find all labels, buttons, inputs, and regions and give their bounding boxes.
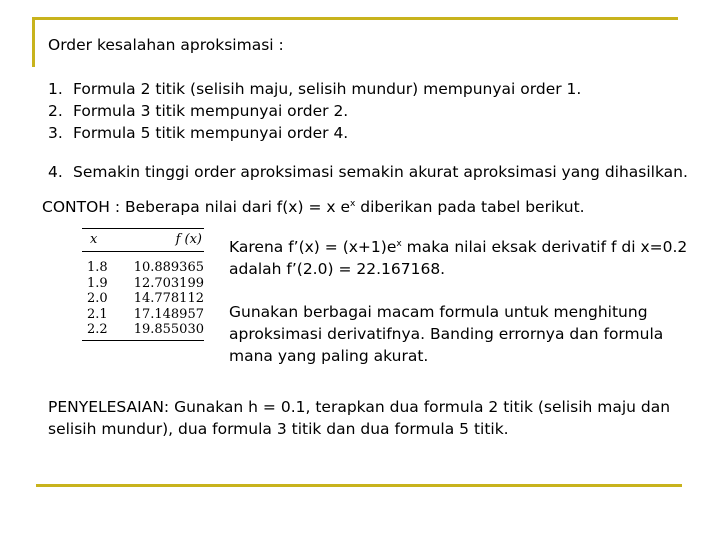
example-text: diberikan pada tabel berikut. [355, 198, 585, 216]
cell-x: 2.0 [87, 291, 108, 306]
order-list [48, 78, 581, 144]
cell-fx: 14.778112 [133, 291, 204, 306]
example-text: CONTOH : Beberapa nilai dari f(x) = x e [42, 198, 351, 216]
list-number: 4. [48, 163, 63, 181]
exact-derivative-note [229, 236, 699, 280]
list-text: Semakin tinggi order aproksimasi semakin akurat aproksimasi yang dihasilkan. [73, 163, 688, 181]
cell-x: 2.1 [87, 306, 108, 322]
list-text: Formula 2 titik (selisih maju, selisih mundur) mempunyai order 1. [73, 80, 582, 98]
cell-x: 2.2 [87, 322, 108, 337]
list-text: Formula 5 titik mempunyai order 4. [73, 124, 349, 142]
data-table [82, 228, 204, 341]
superscript: x [396, 239, 402, 249]
cell-fx: 19.855030 [133, 322, 204, 337]
top-accent-line [32, 17, 678, 20]
list-number: 2. [48, 102, 63, 120]
table-row [82, 322, 204, 338]
table-header [82, 228, 204, 252]
list-item [48, 78, 581, 100]
note-text: Karena f’(x) = (x+1)e [229, 238, 397, 256]
cell-fx: 17.148957 [133, 306, 204, 322]
table-row [82, 276, 204, 292]
list-text: Formula 3 titik mempunyai order 2. [73, 102, 349, 120]
list-item [48, 100, 581, 122]
table-row [82, 307, 204, 323]
table-row [82, 260, 204, 276]
solution-paragraph: PENYELESAIAN: Gunakan h = 0.1, terapkan dua formula 2 titik (selisih maju dan selisih mundur), dua formula 3 titik dan dua formula 5 titik. [48, 398, 671, 438]
cell-x: 1.9 [87, 275, 108, 291]
table-row [82, 291, 204, 307]
list-item [48, 122, 581, 144]
list-number: 3. [48, 124, 63, 142]
left-accent-line [32, 17, 35, 67]
cell-x: 1.8 [87, 260, 108, 275]
example-statement [42, 196, 585, 218]
table-body [82, 252, 204, 341]
task-paragraph: Gunakan berbagai macam formula untuk menghitung aproksimasi derivatifnya. Banding errornya dan formula mana yang paling akurat. [229, 303, 664, 365]
column-header-x: x [90, 232, 98, 247]
cell-fx: 12.703199 [133, 275, 204, 291]
note-text: maka nilai eksak derivatif f di x=0.2 adalah f’(2.0) = 22.167168. [229, 238, 688, 278]
list-number: 1. [48, 80, 63, 98]
bottom-accent-line [36, 484, 682, 487]
column-header-fx: f (x) [175, 232, 202, 247]
page-title: Order kesalahan aproksimasi : [48, 36, 284, 54]
superscript: x [350, 199, 356, 209]
cell-fx: 10.889365 [133, 260, 204, 275]
list-item [48, 161, 688, 183]
